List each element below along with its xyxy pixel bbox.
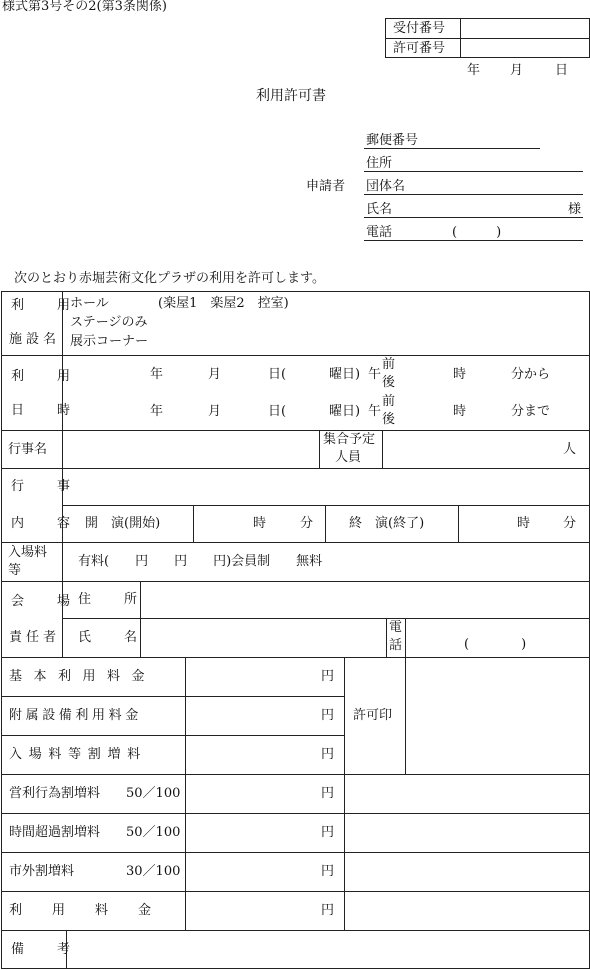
start-pm[interactable]: 後	[382, 375, 396, 390]
manager-phone-parens: ( )	[464, 637, 527, 652]
date-month: 月	[510, 63, 524, 78]
start-time-minute: 分	[300, 516, 314, 531]
start-weekday: 曜日)	[329, 367, 361, 382]
event-content-label-1: 行 事	[11, 479, 81, 494]
start-gozen-go: 午	[368, 367, 382, 382]
manager-name-label: 氏 名	[78, 630, 148, 645]
facility-hall-rooms[interactable]: (楽屋1 楽屋2 控室)	[158, 296, 289, 311]
end-am[interactable]: 前	[382, 394, 396, 409]
receipt-number-label: 受付番号	[393, 21, 446, 36]
admission-label-2: 等	[8, 563, 22, 578]
doc-title: 利用許可書	[256, 88, 326, 104]
end-hour: 時	[453, 404, 467, 419]
facility-hall[interactable]: ホール	[70, 296, 109, 311]
intro-text: 次のとおり赤堀芸術文化プラザの利用を許可します。	[14, 271, 325, 286]
permit-number-label: 許可番号	[393, 41, 446, 56]
event-content-field[interactable]	[64, 470, 588, 503]
attendance-unit: 人	[563, 442, 577, 457]
start-time-label: 開 演(開始)	[85, 516, 161, 531]
permit-seal-field[interactable]	[407, 659, 588, 772]
start-month: 月	[208, 367, 222, 382]
fee-outside-city-rate: 30／100	[126, 864, 181, 879]
event-name-label: 行事名	[8, 442, 48, 457]
fee-total-label: 利用料金	[9, 903, 182, 918]
event-name-field[interactable]	[64, 432, 317, 466]
attendance-label-2: 人員	[335, 450, 362, 465]
datetime-label-1: 利 用	[11, 369, 81, 384]
fee-outside-city-label: 市外割増料	[9, 864, 75, 879]
start-from: 分から	[511, 367, 551, 382]
postal-code-label: 郵便番号	[366, 133, 419, 148]
fee-admission-surcharge-yen: 円	[321, 747, 335, 762]
datetime-label-2: 日 時	[11, 403, 81, 418]
permit-number-field[interactable]	[462, 40, 588, 56]
fee-basic-label: 基本利用料金	[9, 669, 157, 684]
attendance-label-1: 集合予定	[323, 432, 376, 447]
group-name-label: 団体名	[366, 179, 406, 194]
end-time-hour: 時	[517, 516, 531, 531]
fee-commercial-rate: 50／100	[126, 786, 181, 801]
applicant-phone-parens: ( )	[452, 225, 502, 240]
end-gozen-go: 午	[368, 404, 382, 419]
form-code: 様式第3号その2(第3条関係)	[2, 0, 167, 14]
date-year: 年	[467, 63, 481, 78]
facility-exhibit[interactable]: 展示コーナー	[70, 334, 149, 349]
end-weekday: 曜日)	[329, 404, 361, 419]
fee-commercial-yen: 円	[321, 786, 335, 801]
fee-overtime-rate: 50／100	[126, 825, 181, 840]
end-time-minute: 分	[563, 516, 577, 531]
manager-address-label: 住 所	[78, 592, 148, 607]
end-month: 月	[208, 404, 222, 419]
applicant-name-label: 氏名	[366, 202, 393, 217]
date-day: 日	[555, 63, 569, 78]
event-content-label-2: 内 容	[11, 516, 81, 531]
start-year: 年	[150, 367, 164, 382]
address-label: 住所	[366, 156, 393, 171]
start-day: 日(	[268, 367, 287, 382]
receipt-number-field[interactable]	[462, 20, 588, 36]
fee-overtime-yen: 円	[321, 825, 335, 840]
fee-equipment-yen: 円	[321, 708, 335, 723]
end-year: 年	[150, 404, 164, 419]
facility-label-2: 施設名	[9, 332, 61, 347]
start-am[interactable]: 前	[382, 357, 396, 372]
applicant-phone-label: 電話	[366, 225, 393, 240]
permit-seal-label: 許可印	[353, 708, 393, 723]
venue-manager-label-2: 責任者	[9, 630, 61, 645]
end-pm[interactable]: 後	[382, 412, 396, 427]
facility-label-1: 利 用	[11, 298, 81, 313]
facility-stage-only[interactable]: ステージのみ	[70, 315, 148, 330]
end-time-label: 終 演(終了)	[349, 516, 425, 531]
fee-outside-city-yen: 円	[321, 864, 335, 879]
fee-commercial-label: 営利行為割増料	[9, 786, 101, 801]
manager-phone-label-1: 電	[389, 620, 403, 635]
applicant-label: 申請者	[306, 179, 346, 194]
fee-admission-surcharge-label: 入場料等割増料	[9, 747, 147, 762]
start-time-hour: 時	[253, 516, 267, 531]
fee-equipment-label: 附属設備利用料金	[9, 708, 142, 723]
remarks-field[interactable]	[68, 932, 588, 967]
fee-overtime-label: 時間超過割増料	[9, 825, 101, 840]
start-hour: 時	[453, 367, 467, 382]
end-to: 分まで	[511, 404, 551, 419]
remarks-label: 備 考	[11, 942, 81, 957]
venue-manager-label-1: 会 場	[11, 594, 81, 609]
admission-label-1: 入場料	[8, 545, 48, 560]
honorific-sama: 様	[568, 202, 582, 217]
fee-total-yen: 円	[321, 903, 335, 918]
end-day: 日(	[268, 404, 287, 419]
manager-address-field[interactable]	[142, 583, 588, 616]
admission-options[interactable]: 有料( 円 円 円)会員制 無料	[78, 554, 323, 569]
manager-name-field[interactable]	[142, 620, 384, 655]
fee-basic-yen: 円	[321, 669, 335, 684]
manager-phone-label-2: 話	[389, 638, 403, 653]
